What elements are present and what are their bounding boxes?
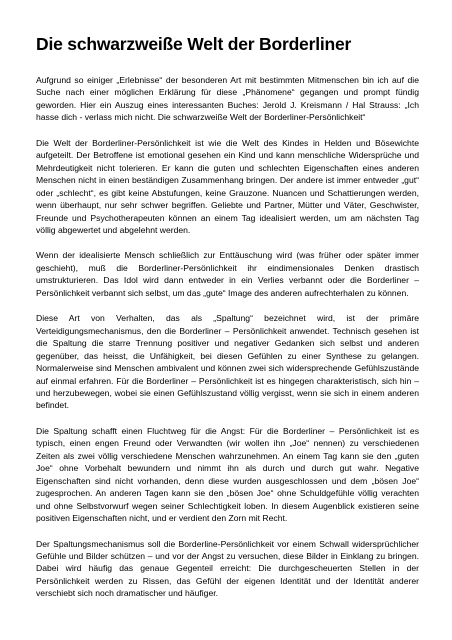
paragraph-world-view: Die Welt der Borderliner-Persönlichkeit ist wie die Welt des Kindes in Helden und Bösewichte aufgeteilt. Der Betroffene ist emotional gesehen ein Kind und kann menschliche Widersprüche und Mehrdeutigkeit nicht tolerieren. Er kann die guten und schlechten Eigenschaften eines anderen Menschen nicht in einen beständigen Zusammenhang bringen. Der andere ist immer entweder „gut“ oder „schlecht“, es gibt keine Abstufungen, keine Grauzone. Nuancen und Schattierungen werden, wenn überhaupt, nur sehr schwer begriffen. Geliebte und Partner, Mütter und Väter, Geschwister, Freunde und Psychotherapeuten können an einem Tag idealisiert werden, um am nächsten Tag völlig abgewertet und abgelehnt werden. [36,137,419,235]
document-page [36,34,419,613]
paragraph-joe-example: Die Spaltung schafft einen Fluchtweg für die Angst: Für die Borderliner – Persönlichkeit ist es typisch, einen engen Freund oder Verwandten (wir wollen ihn „Joe“ nennen) zu verschiedenen Zeiten als zwei völlig verschiedene Menschen wahrzunehmen. An einem Tag kann sie den „guten Joe“ ohne Vorbehalt bewundern und nimmt ihn als durch und durch gut wahr. Negative Eigenschaften sind nicht vorhanden, denn diese wurden ausgeschlossen und dem „bösen Joe“ zugesprochen. An anderen Tagen kann sie den „bösen Joe“ ohne Schuldgefühle völlig verachten und ohne Selbstvorwurf wegen seiner Schlechtigkeit loben. In diesem Augenblick existieren seine positiven Eigenschaften nicht, und er verdient den Zorn mit Recht. [36,425,419,524]
document-title: Die schwarzweiße Welt der Borderliner [36,34,352,54]
paragraph-intro: Aufgrund so einiger „Erlebnisse“ der besonderen Art mit bestimmten Mitmenschen bin ich auf die Suche nach einer möglichen Erklärung für diese „Phänomene“ gegangen und prompt fündig geworden. Hier ein Auszug eines interessanten Buches: Jerold J. Kreismann / Hal Strauss: „Ich hasse dich - verlass mich nicht. Die schwarzweiße Welt der Borderliner-Persönlichkeit“ [36,75,419,123]
paragraph-splitting: Diese Art von Verhalten, das als „Spaltung“ bezeichnet wird, ist der primäre Verteidigungsmechanismus, den die Borderliner – Persönlichkeit anwendet. Technisch gesehen ist die Spaltung die starre Trennung positiver und negativer Gedanken sich selbst und anderen gegenüber, das heisst, die Unfähigkeit, bei diesen Gefühlen zu einer Synthese zu gelangen. Normalerweise sind Menschen ambivalent und können zwei sich widersprechende Gefühlszustände auf einmal erfahren. Für die Borderliner – Persönlichkeit ist es hingegen charakteristisch, sich hin – und herzubewegen, wobei sie einen Gefühlszustand völlig vergisst, wenn sie sich in einem anderen befindet. [36,313,419,411]
paragraph-disappointment: Wenn der idealisierte Mensch schließlich zur Enttäuschung wird (was früher oder später immer geschieht), muß die Borderliner-Persönlichkeit ihr eindimensionales Denken drastisch umstrukturieren. Das Idol wird dann entweder in ein Verlies verbannt oder die Borderliner – Persönlichkeit verbannt sich selbst, um das „gute“ Image des anderen aufrechterhalen zu können. [36,250,419,298]
paragraph-mechanism: Der Spaltungsmechanismus soll die Borderline-Persönlichkeit vor einem Schwall widersprüchlicher Gefühle und Bilder schützen – und vor der Angst zu versuchen, diese Bilder in Einklang zu bringen. Dabei wird häufig das genaue Gegenteil erreicht: Die durchgescheuerten Stellen in der Persönlichkeit werden zu Rissen, das Gefühl der eigenen Identität und der Identität anderer verschiebt sich noch dramatischer und häufiger. [36,538,419,599]
